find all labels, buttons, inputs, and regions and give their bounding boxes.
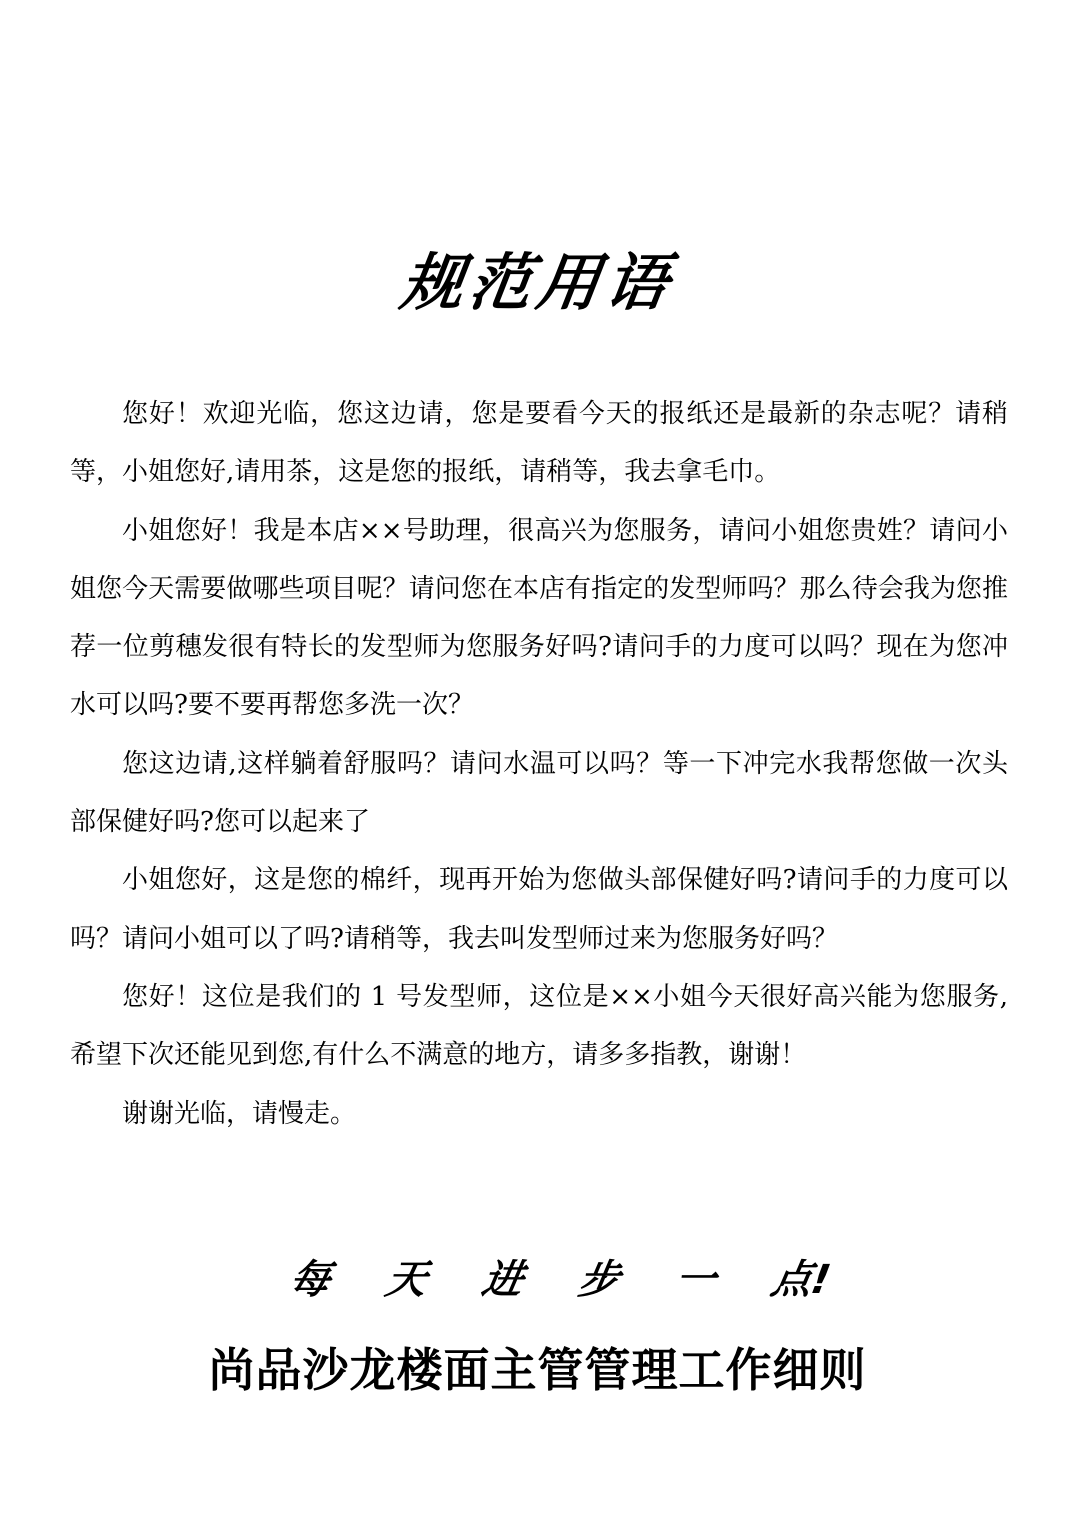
- motto-char: 一: [671, 1257, 720, 1303]
- paragraph-greeting: 您好！欢迎光临，您这边请，您是要看今天的报纸还是最新的杂志呢？请稍等，小姐您好,请用茶，这是您的报纸，请稍等，我去拿毛巾。: [70, 399, 1008, 488]
- motto-char: 点!: [767, 1257, 835, 1303]
- motto-char: 每: [285, 1257, 335, 1303]
- footer-title: 尚品沙龙楼面主管管理工作细则: [208, 1343, 867, 1397]
- motto-char: 步: [574, 1257, 624, 1303]
- body-text: [70, 385, 1008, 1143]
- paragraph-wash: 您这边请,这样躺着舒服吗？请问水温可以吗？等一下冲完水我帮您做一次头部保健好吗?您可以起来了: [70, 748, 1009, 838]
- motto: [285, 1250, 836, 1310]
- paragraph-stylist-intro: 您好！这位是我们的 1 号发型师，这位是××小姐今天很好高兴能为您服务,希望下次还能见到您,有什么不满意的地方，请多多指教，谢谢！: [70, 981, 1008, 1071]
- paragraph-assistant-intro: 小姐您好！我是本店××号助理，很高兴为您服务，请问小姐您贵姓？请问小姐您今天需要做哪些项目呢？请问您在本店有指定的发型师吗？那么待会我为您推荐一位剪穗发很有特长的发型师为您服务好吗?请问手的力度可以吗？现在为您冲水可以吗?要不要再帮您多洗一次？: [70, 515, 1008, 721]
- paragraph-farewell: 谢谢光临，请慢走。: [122, 1098, 357, 1129]
- paragraph-head-care: 小姐您好，这是您的棉纤，现再开始为您做头部保健好吗?请问手的力度可以吗？请问小姐可以了吗?请稍等，我去叫发型师过来为您服务好吗？: [70, 865, 1008, 954]
- motto-char: 天: [382, 1257, 431, 1303]
- page-title: 规范用语: [396, 246, 679, 319]
- motto-char: 进: [478, 1257, 527, 1303]
